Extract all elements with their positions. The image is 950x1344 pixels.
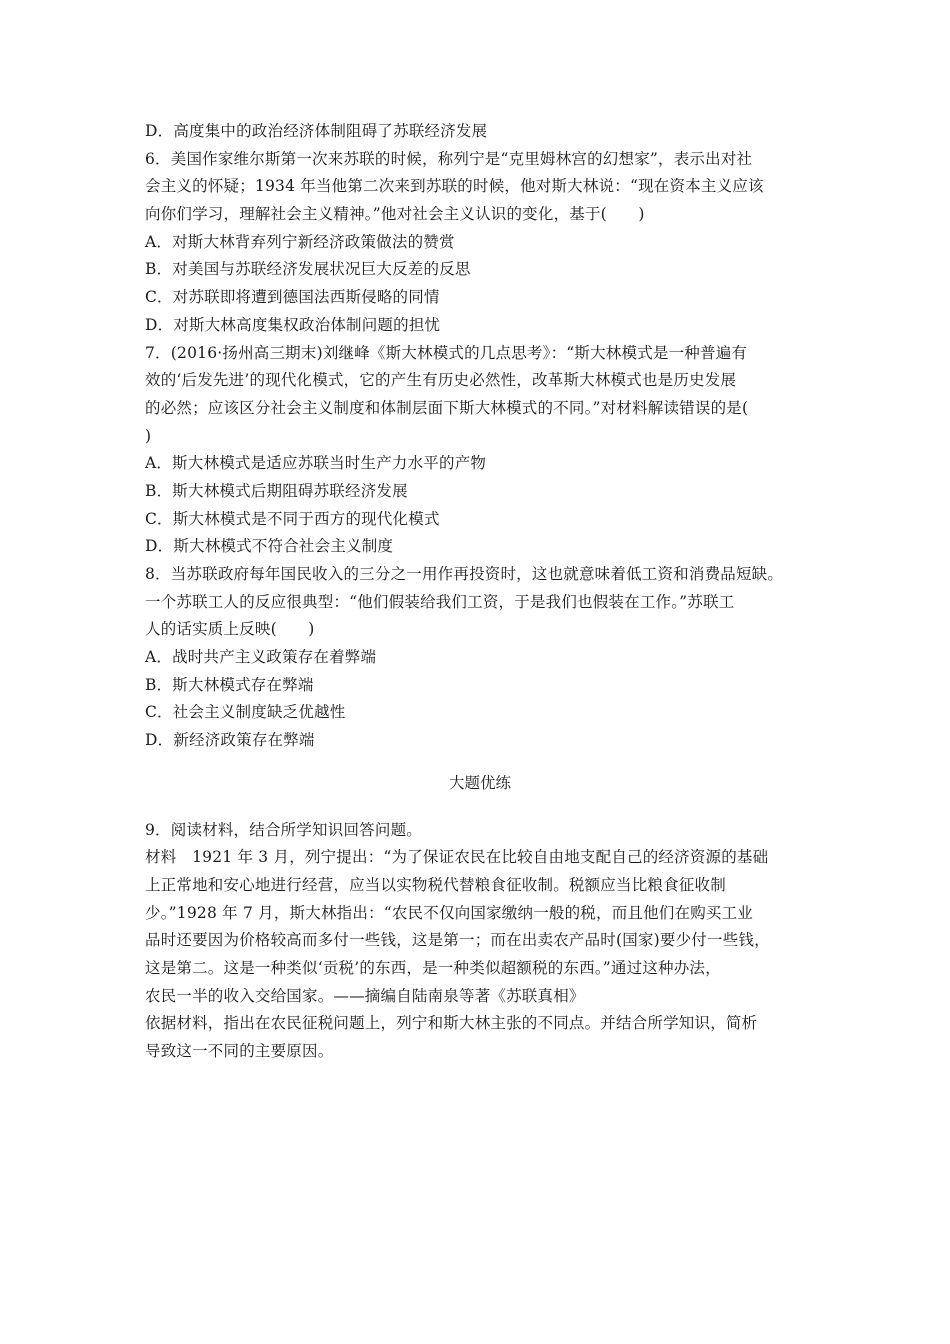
worksheet-page bbox=[145, 118, 815, 1066]
q6-option-a: A．对斯大林背弃列宁新经济政策做法的赞赏 bbox=[145, 232, 455, 251]
q7-stem-line: 的必然；应该区分社会主义制度和体制层面下斯大林模式的不同。”对材料解读错误的是( bbox=[145, 398, 749, 417]
q6-stem-line: 会主义的怀疑；1934 年当他第二次来到苏联的时候，他对斯大林说：“现在资本主义应该 bbox=[145, 177, 764, 196]
q9-line: 品时还要因为价格较高而多付一些钱，这是第一；而在出卖农产品时(国家)要少付一些钱， bbox=[145, 931, 770, 950]
q8-option-d: D．新经济政策存在弊端 bbox=[145, 731, 315, 750]
q8-option-b: B．斯大林模式存在弊端 bbox=[145, 675, 314, 694]
q8-stem-line: 8．当苏联政府每年国民收入的三分之一用作再投资时，这也就意味着低工资和消费品短缺。 bbox=[145, 565, 784, 583]
q8-stem-line: 一个苏联工人的反应很典型：“他们假装给我们工资，于是我们也假装在工作。”苏联工 bbox=[145, 592, 735, 611]
q6-option-c: C．对苏联即将遭到德国法西斯侵略的同情 bbox=[145, 288, 440, 307]
question-8 bbox=[145, 561, 815, 755]
q7-option-a: A．斯大林模式是适应苏联当时生产力水平的产物 bbox=[145, 454, 487, 473]
q8-option-a: A．战时共产主义政策存在着弊端 bbox=[145, 648, 377, 667]
q6-stem-line: 6．美国作家维尔斯第一次来苏联的时候，称列宁是“克里姆林宫的幻想家”，表示出对社 bbox=[145, 149, 753, 168]
q6-option-d: D．对斯大林高度集权政治体制问题的担忧 bbox=[145, 315, 441, 334]
q6-option-b: B．对美国与苏联经济发展状况巨大反差的反思 bbox=[145, 260, 471, 279]
q8-option-c: C．社会主义制度缺乏优越性 bbox=[145, 703, 346, 722]
question-7 bbox=[145, 340, 815, 562]
q7-stem-line: ) bbox=[145, 426, 152, 445]
q9-line: 依据材料，指出在农民征税问题上，列宁和斯大林主张的不同点。并结合所学知识，简析 bbox=[145, 1014, 758, 1033]
q8-stem-line: 人的话实质上反映( ) bbox=[145, 620, 315, 639]
q9-line: 少。”1928 年 7 月，斯大林指出：“农民不仅向国家缴纳一般的税，而且他们在购买工业 bbox=[145, 903, 753, 922]
q5-option-d: D．高度集中的政治经济体制阻碍了苏联经济发展 bbox=[145, 122, 488, 140]
question-9 bbox=[145, 817, 815, 1066]
q7-stem-line: 7．(2016·扬州高三期末)刘继峰《斯大林模式的几点思考》：“斯大林模式是一种普遍有 bbox=[145, 343, 748, 362]
q7-option-c: C．斯大林模式是不同于西方的现代化模式 bbox=[145, 509, 440, 528]
q7-option-d: D．斯大林模式不符合社会主义制度 bbox=[145, 537, 394, 556]
q9-line: 上正常地和安心地进行经营，应当以实物税代替粮食征收制。税额应当比粮食征收制 bbox=[145, 875, 726, 894]
q9-line: 9．阅读材料，结合所学知识回答问题。 bbox=[145, 820, 422, 839]
q9-line: 材料 1921 年 3 月，列宁提出：“为了保证农民在比较自由地支配自己的经济资源的基础 bbox=[145, 848, 769, 867]
section-title: 大题优练 bbox=[448, 773, 511, 792]
q7-option-b: B．斯大林模式后期阻碍苏联经济发展 bbox=[145, 481, 408, 500]
question-6 bbox=[145, 146, 815, 340]
q6-stem-line: 向你们学习，理解社会主义精神。”他对社会主义认识的变化，基于( ) bbox=[145, 205, 645, 224]
q9-line: 这是第二。这是一种类似‘贡税’的东西，是一种类似超额税的东西。”通过这种办法， bbox=[145, 958, 721, 977]
q9-line: 农民一半的收入交给国家。——摘编自陆南泉等著《苏联真相》 bbox=[145, 986, 585, 1005]
q7-stem-line: 效的‘后发先进’的现代化模式，它的产生有历史必然性，改革斯大林模式也是历史发展 bbox=[145, 371, 737, 390]
q9-line: 导致这一不同的主要原因。 bbox=[145, 1042, 334, 1060]
